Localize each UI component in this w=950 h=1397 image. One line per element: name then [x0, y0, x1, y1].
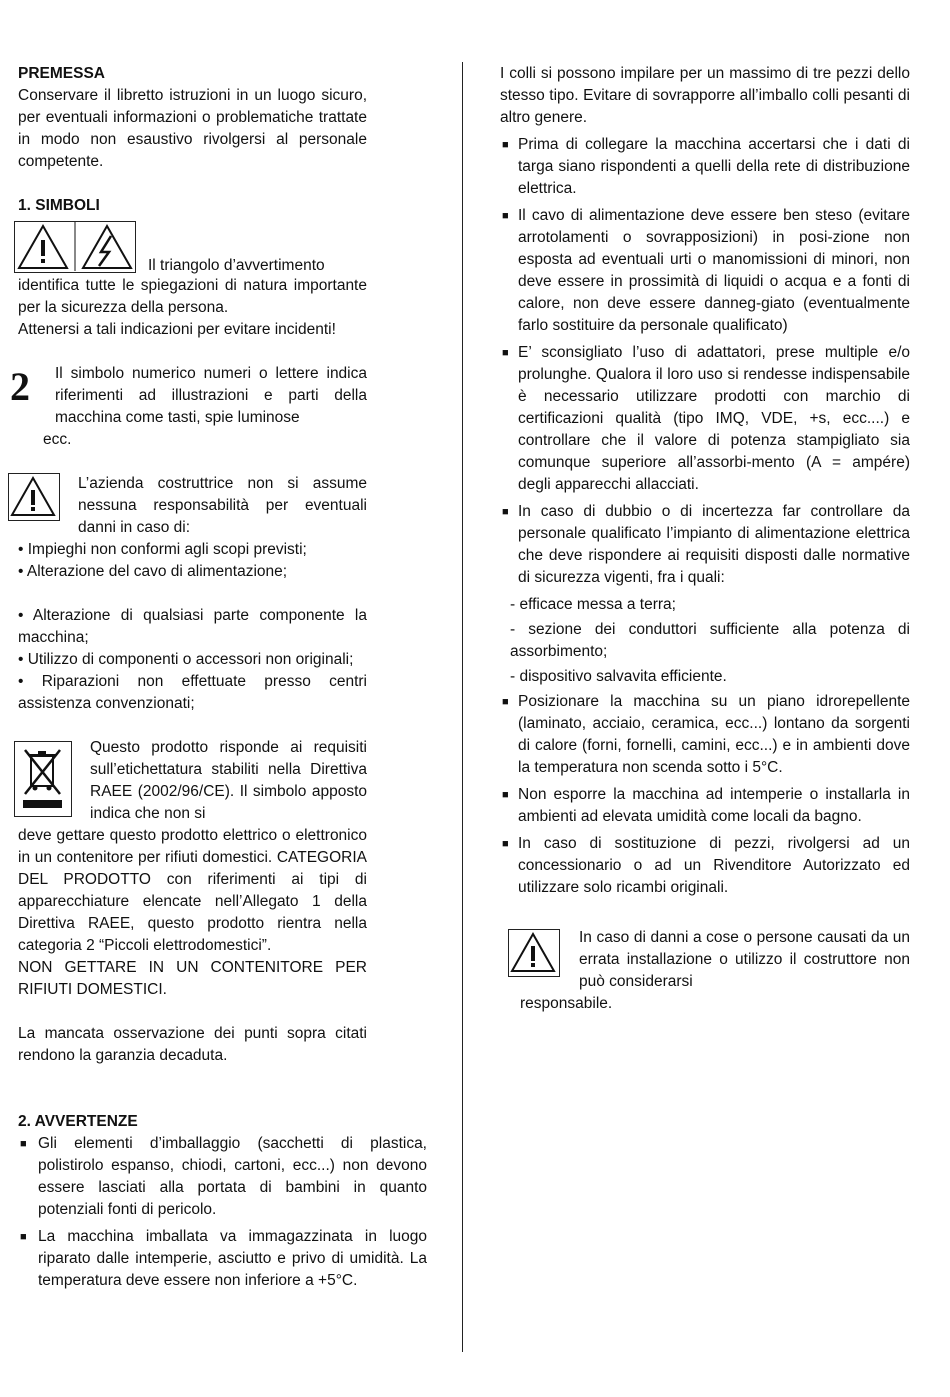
number-symbol: 2	[10, 364, 30, 409]
column-divider	[462, 62, 463, 1352]
list-item	[500, 833, 910, 899]
list-item	[500, 501, 910, 589]
list-item	[500, 784, 910, 828]
premessa-text: Conservare il libretto istruzioni in un luogo sicuro, per eventuali informazioni o problematiche trattate in modo non esaustivo rivolgersi al personale competente.	[18, 87, 367, 170]
premessa-heading: PREMESSA	[18, 65, 105, 82]
list-item-text: Gli elementi d’imballaggio (sacchetti di plastica, polistirolo espanso, chiodi, cartoni, ecc...) non devono essere lasciati alla portata di bambini in quanto potenziali fonti di pericolo.	[38, 1135, 427, 1218]
bullet-icon: ■	[502, 506, 509, 518]
warning-text: identifica tutte le spiegazioni di natura importante per la sicurezza della persona.	[18, 277, 367, 316]
raee-text: deve gettare questo prodotto elettrico o elettronico in un contenitore per rifiuti domestici. CATEGORIA DEL PRODOTTO con riferimenti ai tipi di apparecchiature elencate nell’Allegato 1 della Direttiva RAEE, questo prodotto rientra nella categoria 2 “Piccoli elettrodomestici”.	[18, 827, 367, 954]
list-item-text: Prima di collegare la macchina accertarsi che i dati di targa siano rispondenti a quelli della rete di distribuzione elettrica.	[518, 136, 910, 197]
number-symbol-text: Il simbolo numerico numeri o lettere indica riferimenti ad illustrazioni e parti della macchina come tasti, spie luminose	[55, 365, 367, 426]
bullet-icon: ■	[502, 838, 509, 850]
raee-block	[18, 737, 367, 825]
liability-item: • Riparazioni non effettuate presso centri assistenza convenzionati;	[18, 673, 367, 712]
liability-item: • Alterazione del cavo di alimentazione;	[18, 563, 288, 580]
list-item-text: Il cavo di alimentazione deve essere ben steso (evitare arrotolamenti o sovrapposizioni) in posi-zione non esposta ad eventuali urti o manomissioni di minori, non deve essere in prossimità di liquidi o acqua e a fonti di calore, non deve essere danneg-giato (eventualmente farlo sostituire da personale qualificato)	[518, 207, 910, 334]
bullet-icon: ■	[502, 696, 509, 708]
bullet-icon: ■	[502, 347, 509, 359]
raee-box	[14, 741, 72, 817]
right-intro: I colli si possono impilare per un massimo di tre pezzi dello stesso tipo. Evitare di sovrapporre all’imballo colli pesanti di altro genere.	[500, 65, 910, 126]
dash-item: - sezione dei conduttori sufficiente alla potenza di assorbimento;	[510, 621, 910, 660]
avvertenze-heading: 2. AVVERTENZE	[18, 1113, 138, 1130]
final-warning-text: In caso di danni a cose o persone causati da un errata installazione o utilizzo il costruttore non può considerarsi	[579, 929, 910, 990]
warning-symbols-row	[18, 221, 367, 275]
warning-symbols-box	[14, 221, 136, 273]
number-symbol-block	[10, 363, 367, 451]
list-item	[500, 691, 910, 779]
raee-text-indented: Questo prodotto risponde ai requisiti sull’etichettatura stabiliti nella Direttiva RAEE (2002/96/CE). Il simbolo apposto indica che non si	[90, 739, 367, 822]
warning-triangle-icon	[9, 474, 58, 519]
liability-item: • Utilizzo di componenti o accessori non originali;	[18, 651, 354, 668]
final-warning-block	[500, 927, 910, 1015]
warning-last: Attenersi a tali indicazioni per evitare incidenti!	[18, 321, 336, 338]
list-item	[500, 342, 910, 496]
dash-item: - efficace messa a terra;	[510, 596, 676, 613]
final-warning-box	[508, 929, 560, 977]
garanzia-text: La mancata osservazione dei punti sopra citati rendono la garanzia decaduta.	[18, 1025, 367, 1064]
list-item-text: In caso di dubbio o di incertezza far controllare da personale qualificato l’impianto di alimentazione elettrica che deve rispondere ai requisiti disposti dalle normative di sicurezza vigenti, fra i quali:	[518, 503, 910, 586]
liability-block	[18, 473, 367, 539]
list-item-text: La macchina imballata va immagazzinata in luogo riparato dalle intemperie, asciutto e privo di umidità. La temperatura deve essere non inferiore a +5°C.	[38, 1228, 427, 1289]
crossed-bin-icon	[15, 742, 70, 815]
final-warning-end: responsabile.	[520, 995, 613, 1012]
warning-line1: Il triangolo d’avvertimento	[148, 257, 325, 274]
bullet-icon: ■	[20, 1138, 27, 1150]
list-item-text: Non esporre la macchina ad intemperie o installarla in ambienti ad elevata umidità come locali da bagno.	[518, 786, 910, 825]
warning-triangle-icon	[509, 930, 558, 975]
list-item	[18, 1133, 427, 1221]
list-item-text: Posizionare la macchina su un piano idrorepellente (laminato, acciaio, ceramica, ecc...) lontano da sorgenti di calore (forni, fornelli, camini, ecc...) e in ambienti dove la temperatura non scenda sotto i 5°C.	[518, 693, 910, 776]
bullet-icon: ■	[20, 1231, 27, 1243]
right-column	[500, 63, 910, 1015]
list-item	[18, 1226, 427, 1292]
list-item-text: In caso di sostituzione di pezzi, rivolgersi ad un concessionario o ad un Rivenditore Autorizzato ed utilizzare solo ricambi originali.	[518, 835, 910, 896]
bullet-icon: ■	[502, 210, 509, 222]
number-symbol-text-end: ecc.	[43, 431, 72, 448]
simboli-heading: 1. SIMBOLI	[18, 197, 100, 214]
bullet-icon: ■	[502, 789, 509, 801]
liability-item: • Alterazione di qualsiasi parte componente la macchina;	[18, 607, 367, 646]
list-item-text: E’ sconsigliato l’uso di adattatori, prese multiple e/o prolunghe. Qualora il loro uso si rendesse indispensabile è necessario utilizzare prodotti con marchio di certificazioni qualità (tipo IMQ, VDE, +s, ecc....) e controllare che il valore di potenza stampigliato sia comunque superiore all’assorbi-mento (A = ampére) degli apparecchi allacciati.	[518, 344, 910, 493]
bullet-icon: ■	[502, 139, 509, 151]
liability-warning-box	[8, 473, 60, 521]
warning-triangle-icon	[15, 222, 134, 271]
liability-text: L’azienda costruttrice non si assume nessuna responsabilità per eventuali danni in caso di:	[78, 475, 367, 536]
liability-item: • Impieghi non conformi agli scopi previsti;	[18, 541, 307, 558]
dash-item: - dispositivo salvavita efficiente.	[510, 668, 727, 685]
list-item	[500, 134, 910, 200]
list-item	[500, 205, 910, 337]
left-column	[10, 63, 427, 1297]
raee-caps: NON GETTARE IN UN CONTENITORE PER RIFIUTI DOMESTICI.	[18, 959, 367, 998]
